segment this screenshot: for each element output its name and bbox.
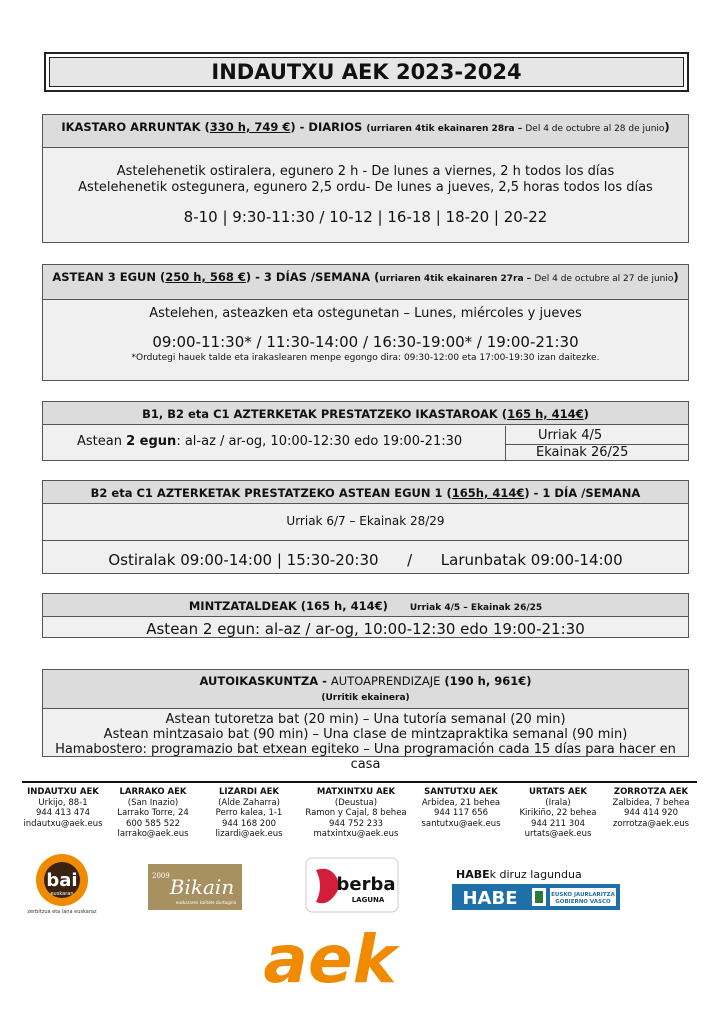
course-self-learning-details: Astean tutoretza bat (20 min) – Una tutoría semanal (20 min) Astean mintzasaio bat (90 min) – Una clase de mintzapraktika semanal (90 min) Hamabostero: programazio bat etxean egiteko – Una programación cada 15 días para hacer en casa <box>55 712 676 772</box>
office-lizardi: LIZARDI AEK (Alde Zaharra) Perro kalea, 1-1 944 168 200 lizardi@aek.eus <box>215 787 283 839</box>
svg-text:bai: bai <box>46 870 78 891</box>
course-regular-days: Astelehenetik ostiralera, egunero 2 h - De lunes a viernes, 2 h todos los días Astelehenetik ostegunera, egunero 2,5 ordu- De lunes a jueves, 2,5 horas todos los días <box>78 164 653 195</box>
habe-logo <box>452 884 620 910</box>
office-urtats: URTATS AEK (Irala) Kirikiño, 22 behea 944 211 304 urtats@aek.eus <box>519 787 597 839</box>
course-conversation-schedule: Astean 2 egun: al-az / ar-og, 10:00-12:30 edo 19:00-21:30 <box>146 620 585 638</box>
title-box <box>44 52 689 92</box>
course-conversation-header: MINTZATALDEAK (165 h, 414€) Urriak 4/5 – Ekainak 26/25 <box>43 594 688 617</box>
course-conversation <box>42 593 689 638</box>
aek-logo <box>263 912 397 998</box>
svg-text:aek: aek <box>263 921 397 998</box>
habe-caption: HABEk diruz lagundua <box>456 868 582 881</box>
office-matxintxu: MATXINTXU AEK (Deustua) Ramon y Cajal, 8 behea 944 752 233 matxintxu@aek.eus <box>305 787 407 839</box>
course-3days-days: Astelehen, asteazken eta ostegunetan – Lunes, miércoles y jueves <box>149 306 582 321</box>
office-indautxu: INDAUTXU AEK Urkijo, 88-1 944 413 474 indautxu@aek.eus <box>23 787 103 829</box>
svg-text:LAGUNA: LAGUNA <box>351 896 385 904</box>
course-regular <box>42 114 689 243</box>
course-3days <box>42 264 689 381</box>
footer-divider <box>22 781 697 783</box>
course-regular-times: 8-10 | 9:30-11:30 / 10-12 | 16-18 | 18-20 | 20-22 <box>183 208 548 226</box>
course-3days-header: ASTEAN 3 EGUN (250 h, 568 €) - 3 DÍAS /SEMANA (urriaren 4tik ekainaren 27ra – Del 4 de octubre al 27 de junio) <box>43 265 688 300</box>
course-exam-prep <box>42 401 689 461</box>
office-zorrotza: ZORROTZA AEK Zalbidea, 7 behea 944 414 920 zorrotza@aek.eus <box>612 787 690 829</box>
svg-text:Bikain: Bikain <box>169 875 235 899</box>
page-title: INDAUTXU AEK 2023-2024 <box>49 57 684 87</box>
course-exam-prep-schedule: Astean 2 egun: al-az / ar-og, 10:00-12:30 edo 19:00-21:30 <box>77 434 463 449</box>
course-weekly-times: Ostiralak 09:00-14:00 | 15:30-20:30 / Larunbatak 09:00-14:00 <box>108 551 623 569</box>
course-3days-times: 09:00-11:30* / 11:30-14:00 / 16:30-19:00* / 19:00-21:30 <box>152 333 579 351</box>
course-regular-header: IKASTARO ARRUNTAK (330 h, 749 €) - DIARIOS (urriaren 4tik ekainaren 28ra – Del 4 de octubre al 28 de junio) <box>43 115 688 148</box>
course-exam-prep-dates: Urriak 4/5 Ekainak 26/25 <box>505 426 689 460</box>
svg-text:GOBIERNO VASCO: GOBIERNO VASCO <box>555 899 611 905</box>
course-3days-note: *Ordutegi hauek talde eta irakaslearen menpe egongo dira: 09:30-12:00 eta 17:00-19:30 izan daitezke. <box>131 353 600 363</box>
berba-laguna-logo <box>306 858 398 912</box>
course-weekly <box>42 480 689 574</box>
bikain-logo <box>148 864 242 910</box>
course-exam-prep-header: B1, B2 eta C1 AZTERKETAK PRESTATZEKO IKASTAROAK (165 h, 414€) <box>43 402 688 425</box>
svg-text:2009: 2009 <box>152 872 170 880</box>
course-weekly-dates: Urriak 6/7 – Ekainak 28/29 <box>286 514 445 528</box>
svg-text:HABE: HABE <box>462 888 518 909</box>
svg-text:berba: berba <box>336 874 396 895</box>
course-self-learning <box>42 669 689 772</box>
office-larrako: LARRAKO AEK (San Inazio) Larrako Torre, 24 600 585 522 larrako@aek.eus <box>117 787 189 839</box>
course-self-learning-header: AUTOIKASKUNTZA - AUTOAPRENDIZAJE (190 h, 961€) (Urritik ekainera) <box>43 670 688 709</box>
bai-euskarari-logo <box>27 852 97 922</box>
svg-text:euskararen kalitate ziurtagiri: euskararen kalitate ziurtagiria <box>175 900 237 905</box>
course-weekly-header: B2 eta C1 AZTERKETAK PRESTATZEKO ASTEAN EGUN 1 (165h, 414€) - 1 DÍA /SEMANA <box>43 481 688 504</box>
office-santutxu: SANTUTXU AEK Arbidea, 21 behea 944 117 656 santutxu@aek.eus <box>421 787 501 829</box>
svg-text:zerbitzua eta lana euskaraz: zerbitzua eta lana euskaraz <box>27 909 97 915</box>
svg-text:euskaran: euskaran <box>50 891 74 897</box>
svg-text:EUSKO JAURLARITZA: EUSKO JAURLARITZA <box>551 892 615 898</box>
